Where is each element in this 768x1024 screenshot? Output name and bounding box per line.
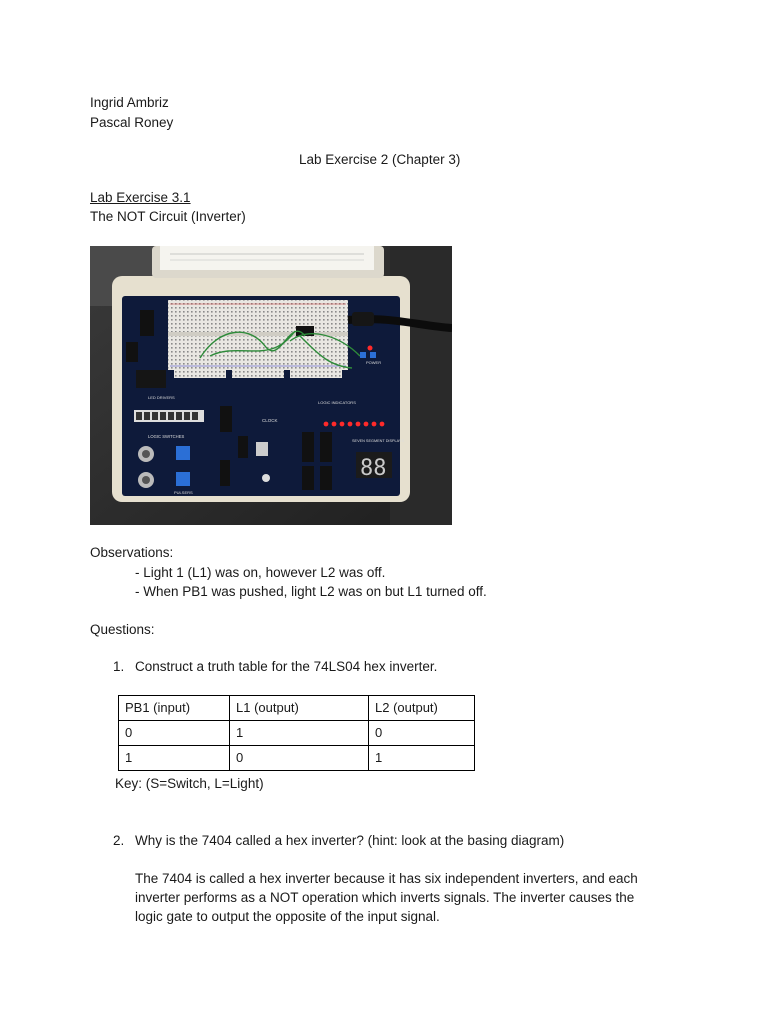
table-cell: 0 [230, 746, 369, 771]
power-label: POWER [366, 360, 382, 365]
author-name: Pascal Roney [90, 115, 174, 130]
answer-line: logic gate to output the opposite of the input signal. [135, 909, 440, 924]
table-row [119, 746, 475, 771]
question-number: 1. [113, 659, 125, 674]
logic-switches-label: LOGIC SWITCHES [148, 434, 185, 439]
question-number: 2. [113, 833, 125, 848]
led-drivers-label: LED DRIVERS [148, 395, 175, 400]
table-cell: 0 [119, 721, 230, 746]
table-cell: 1 [119, 746, 230, 771]
seven-segment-label: SEVEN SEGMENT DISPLAYS [352, 439, 404, 443]
table-header: L2 (output) [369, 696, 475, 721]
question-text: Construct a truth table for the 74LS04 hex inverter. [135, 659, 438, 674]
truth-table [118, 695, 475, 771]
questions-heading: Questions: [90, 622, 155, 637]
observation-item: - When PB1 was pushed, light L2 was on but L1 turned off. [135, 584, 487, 599]
author-name: Ingrid Ambriz [90, 95, 169, 110]
trainer-board-photo [90, 246, 452, 525]
logic-indicators-label: LOGIC INDICATORS [318, 400, 356, 405]
question-text: Why is the 7404 called a hex inverter? (hint: look at the basing diagram) [135, 833, 565, 848]
table-key: Key: (S=Switch, L=Light) [115, 776, 264, 791]
table-row [119, 721, 475, 746]
table-cell: 0 [369, 721, 475, 746]
page-title: Lab Exercise 2 (Chapter 3) [299, 152, 461, 167]
seven-segment-digits: 88 [360, 456, 387, 481]
answer-line: The 7404 is called a hex inverter because it has six independent inverters, and each [135, 871, 638, 886]
table-cell: 1 [230, 721, 369, 746]
answer-line: inverter performs as a NOT operation which inverts signals. The inverter causes the [135, 890, 635, 905]
section-subtitle: The NOT Circuit (Inverter) [90, 209, 246, 224]
observations-heading: Observations: [90, 545, 174, 560]
clock-label: CLOCK [262, 418, 278, 423]
table-cell: 1 [369, 746, 475, 771]
section-heading: Lab Exercise 3.1 [90, 190, 191, 205]
table-header: L1 (output) [230, 696, 369, 721]
table-header-row [119, 696, 475, 721]
table-header: PB1 (input) [119, 696, 230, 721]
observation-item: - Light 1 (L1) was on, however L2 was off. [135, 565, 386, 580]
pulsers-label: PULSERS [174, 490, 193, 495]
